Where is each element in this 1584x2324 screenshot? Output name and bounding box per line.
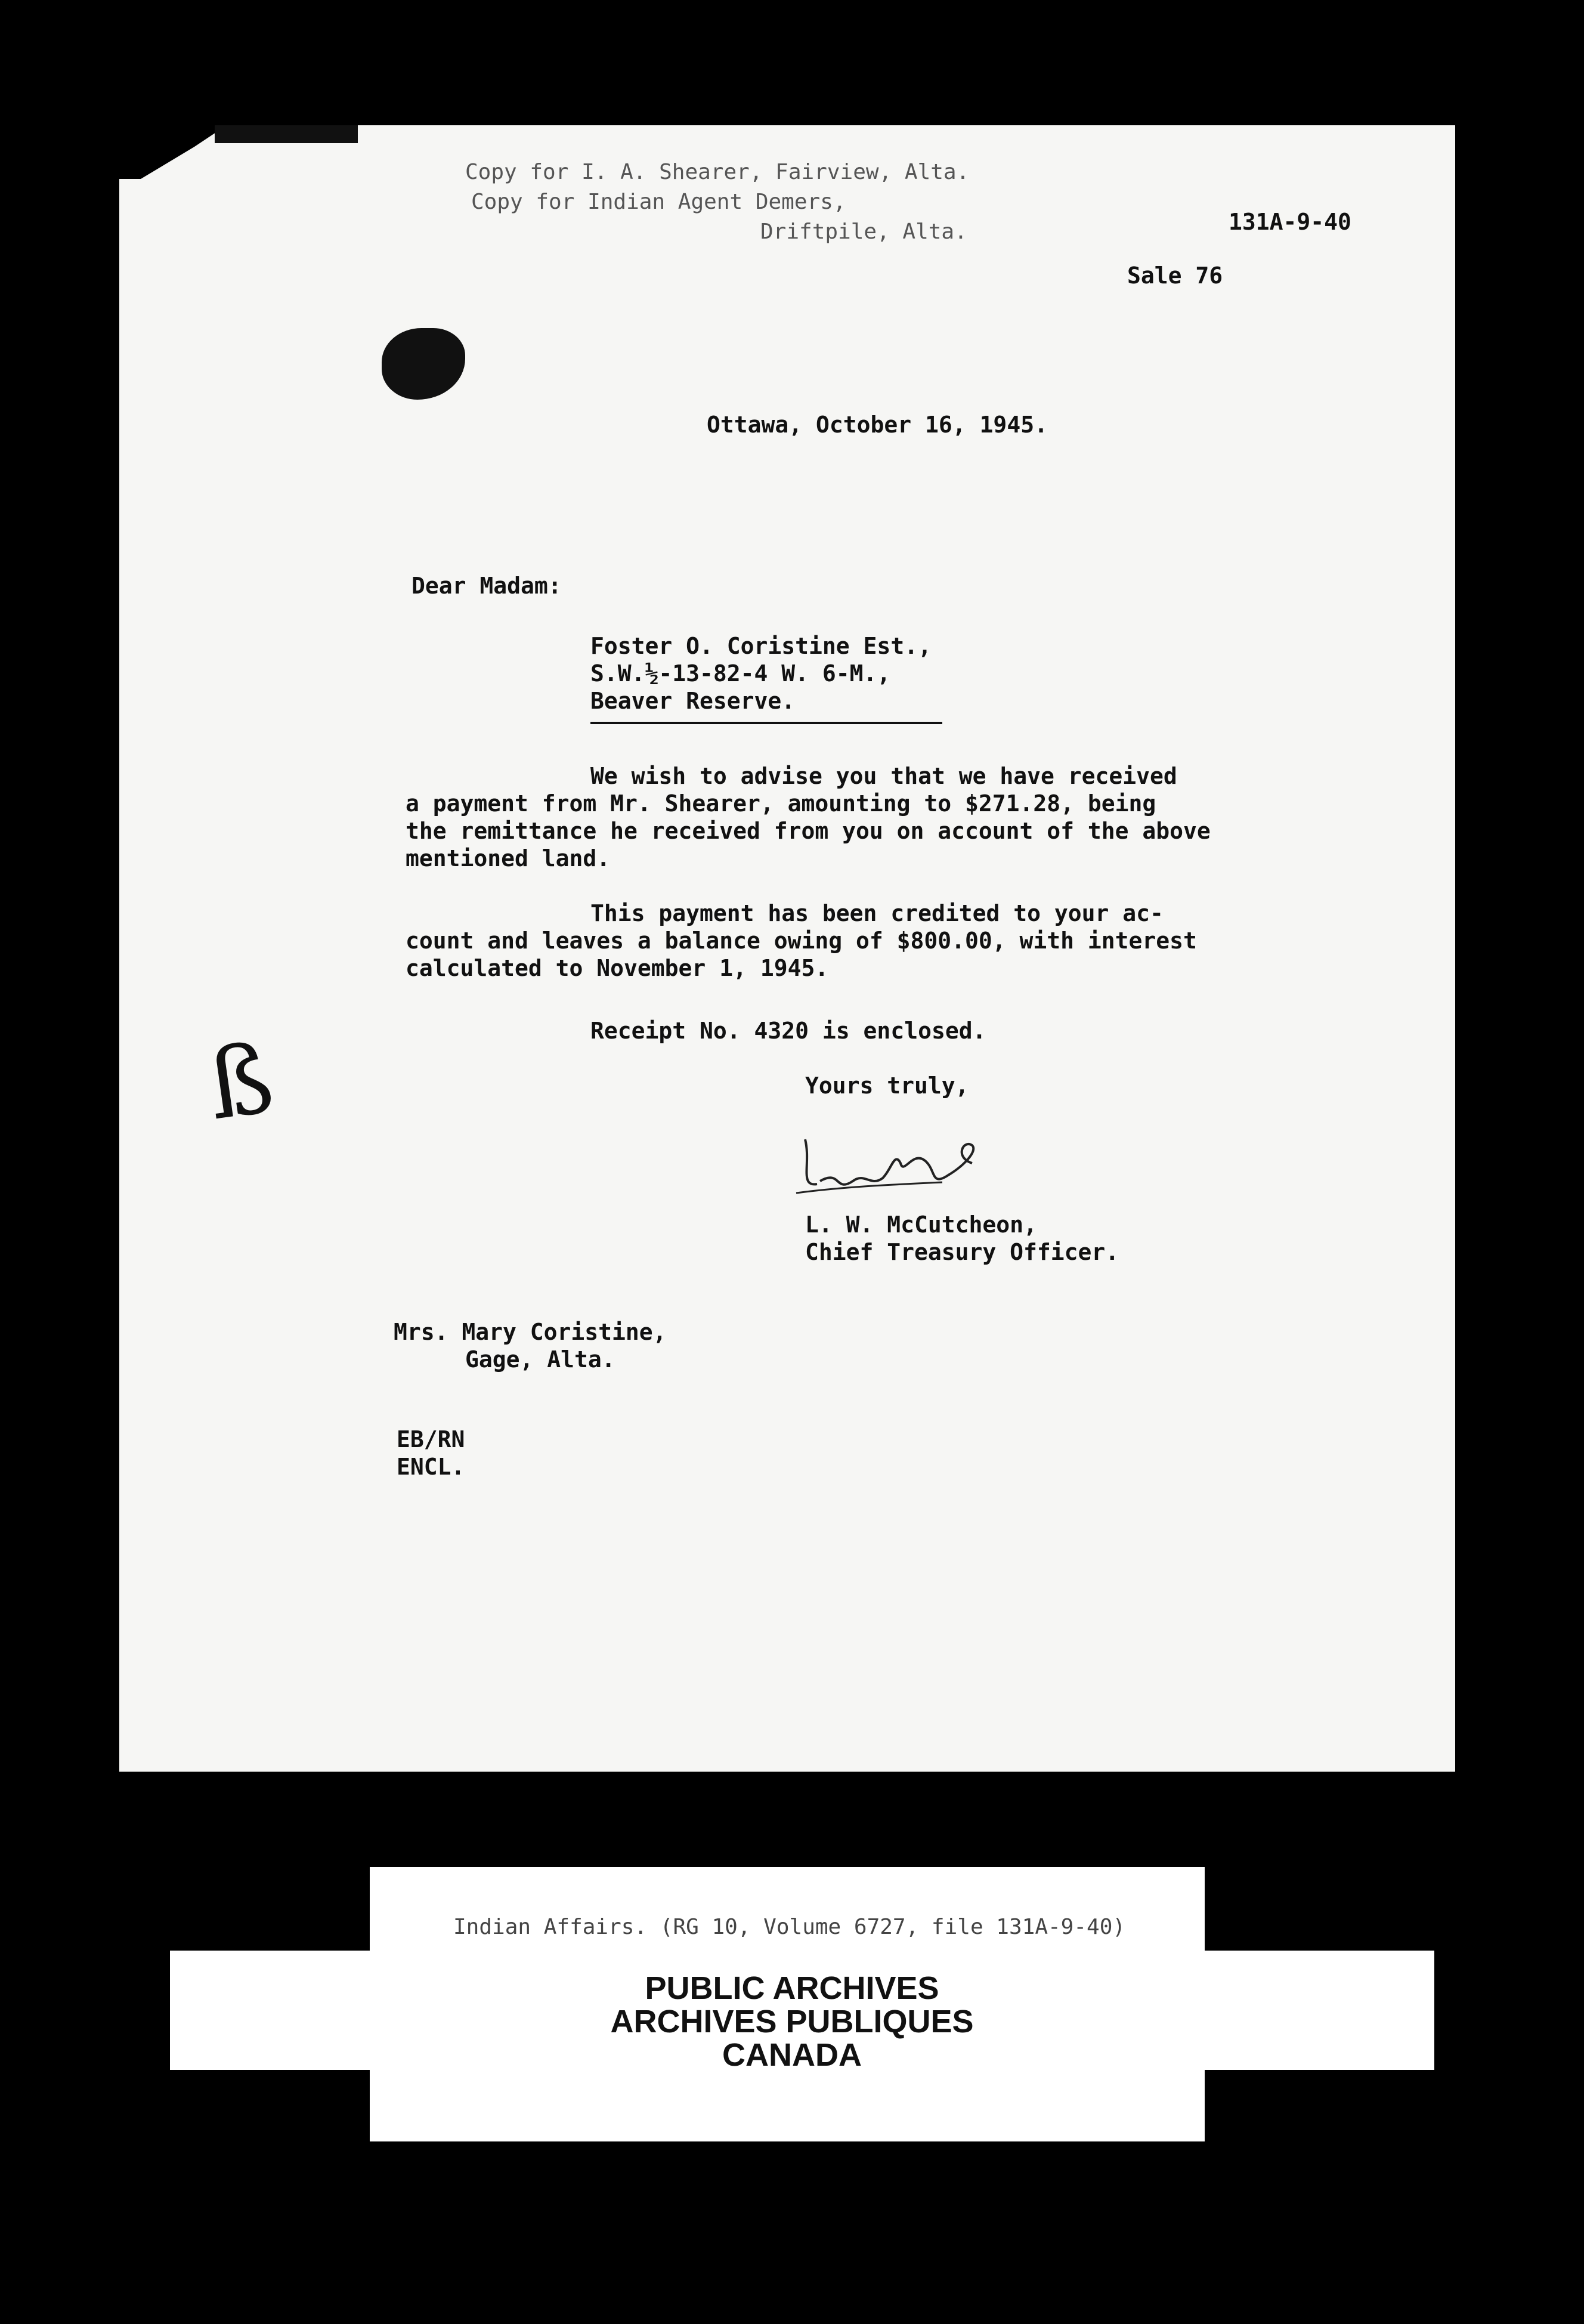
salutation: Dear Madam: <box>412 573 562 599</box>
subject-line: Beaver Reserve. <box>590 688 796 714</box>
place-date: Ottawa, October 16, 1945. <box>707 412 1048 438</box>
archive-reference: Indian Affairs. (RG 10, Volume 6727, file 131A-9-40) <box>453 1915 1126 1939</box>
signer-name: L. W. McCutcheon, <box>805 1212 1037 1238</box>
torn-corner <box>119 125 227 179</box>
subject-underline <box>590 722 942 724</box>
copy-line-2: Copy for Indian Agent Demers, <box>471 190 846 214</box>
signature <box>793 1127 990 1205</box>
enclosure-note: ENCL. <box>397 1454 465 1480</box>
paragraph-line: mentioned land. <box>406 845 611 872</box>
paragraph-line: the remittance he received from you on account of the above <box>406 818 1211 844</box>
subject-line: Foster O. Coristine Est., <box>590 633 932 659</box>
recipient-block <box>394 1318 667 1373</box>
signer-title: Chief Treasury Officer. <box>805 1239 1119 1265</box>
tape-mark <box>215 125 358 143</box>
paragraph-1 <box>406 762 1211 872</box>
recipient-address: Gage, Alta. <box>465 1346 615 1373</box>
subject-block <box>590 632 932 715</box>
paragraph-line: count and leaves a balance owing of $800.00, with interest <box>406 928 1197 954</box>
paragraph-2 <box>406 900 1197 982</box>
typist-initials: EB/RN <box>397 1426 465 1452</box>
recipient-name: Mrs. Mary Coristine, <box>394 1319 667 1345</box>
paragraph-3 <box>590 1017 986 1044</box>
margin-mark: ß <box>201 1022 280 1142</box>
closing: Yours truly, <box>805 1073 969 1099</box>
paragraph-line: Receipt No. 4320 is enclosed. <box>590 1018 986 1044</box>
paragraph-line: a payment from Mr. Shearer, amounting to $271.28, being <box>406 790 1156 817</box>
archive-line-3: CANADA <box>722 2037 862 2073</box>
paragraph-line: This payment has been credited to your ac- <box>590 900 1164 926</box>
archive-line-1: PUBLIC ARCHIVES <box>645 1970 939 2006</box>
paragraph-line: We wish to advise you that we have received <box>590 763 1177 789</box>
subject-line: S.W.½-13-82-4 W. 6-M., <box>590 660 891 687</box>
archive-line-2: ARCHIVES PUBLIQUES <box>610 2004 974 2039</box>
copy-line-3: Driftpile, Alta. <box>760 220 967 244</box>
reference-block <box>397 1426 465 1481</box>
signer-block <box>805 1211 1119 1266</box>
sale-number: Sale 76 <box>1127 262 1223 289</box>
paragraph-line: calculated to November 1, 1945. <box>406 955 829 981</box>
file-number: 131A-9-40 <box>1229 209 1351 235</box>
copy-line-1: Copy for I. A. Shearer, Fairview, Alta. <box>465 160 970 184</box>
ink-blot <box>382 328 465 400</box>
